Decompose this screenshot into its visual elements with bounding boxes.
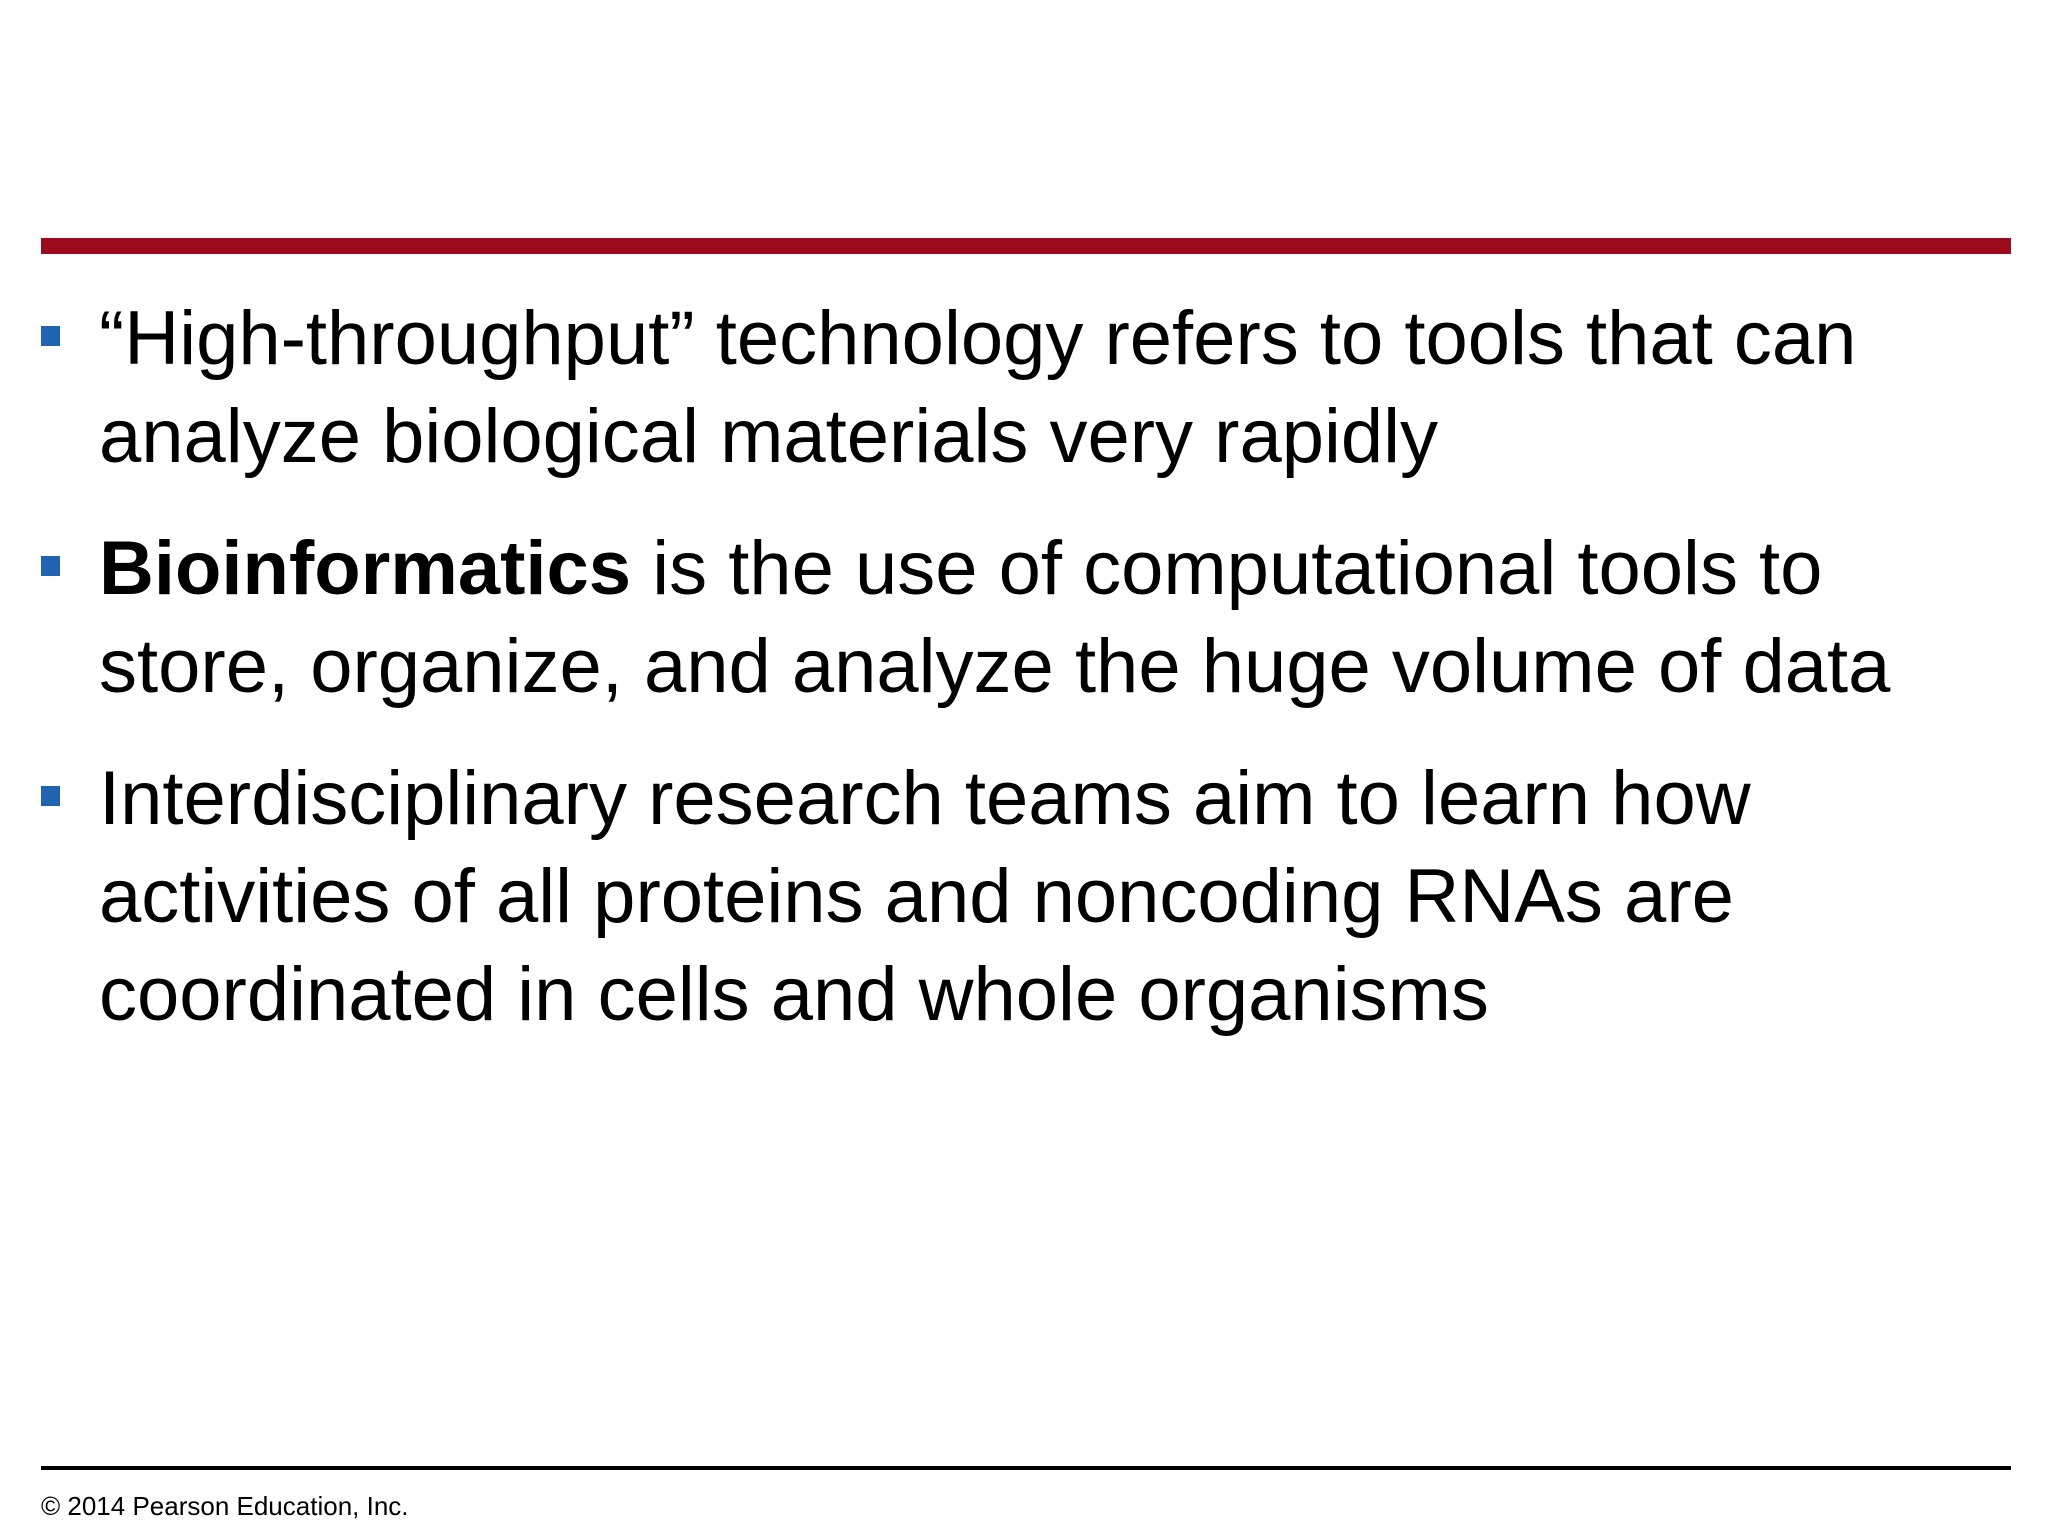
bullet-item-high-throughput — [41, 290, 2001, 486]
bullet-text: is the use of computational tools to store, organize, and analyze the huge volume of data — [99, 526, 1891, 709]
bullet-text: “High-throughput” technology refers to tools that can analyze biological materials very rapidly — [99, 296, 1857, 479]
bullet-item-bioinformatics — [41, 520, 2001, 716]
title-divider-rule — [41, 238, 2011, 254]
footer-divider-rule — [41, 1466, 2011, 1470]
square-bullet-icon — [41, 786, 60, 806]
bullet-item-interdisciplinary — [41, 750, 2001, 1044]
bullet-list — [41, 290, 2001, 1078]
bullet-text: Interdisciplinary research teams aim to learn how activities of all proteins and noncoding RNAs are coordinated in cells and whole organisms — [99, 756, 1751, 1037]
square-bullet-icon — [41, 556, 60, 576]
copyright-notice: © 2014 Pearson Education, Inc. — [41, 1491, 409, 1521]
bold-term: Bioinformatics — [99, 526, 632, 611]
square-bullet-icon — [41, 326, 60, 346]
